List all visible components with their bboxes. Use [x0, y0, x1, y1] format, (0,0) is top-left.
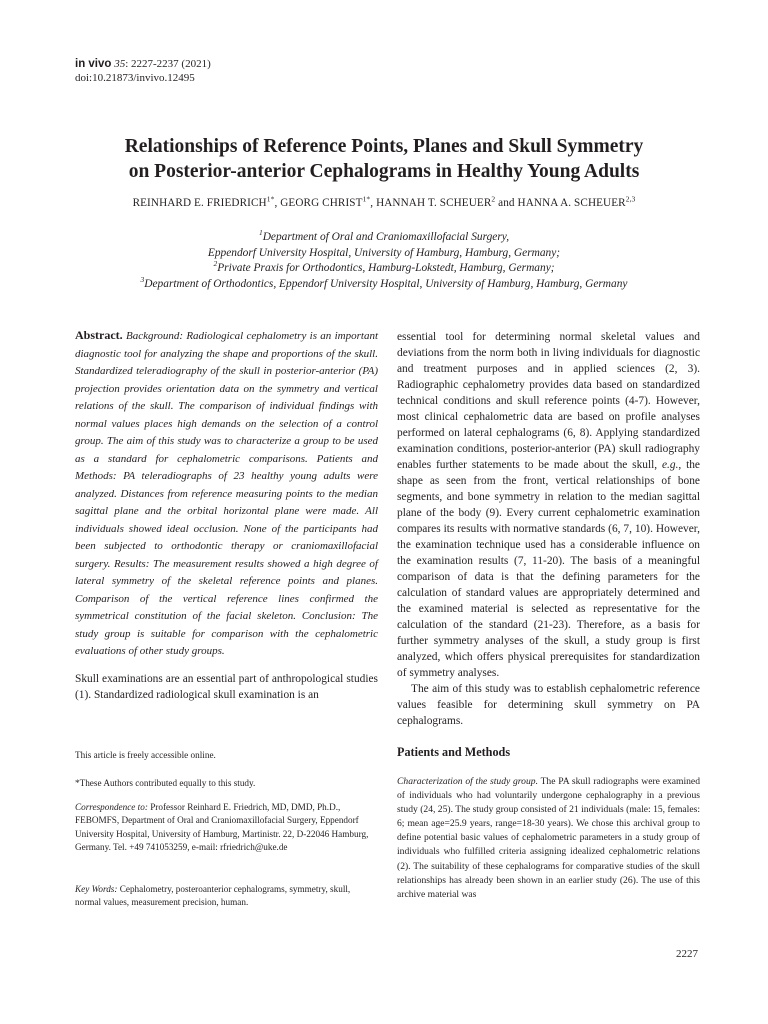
- correspondence-label: Correspondence to:: [75, 802, 148, 812]
- affiliation-text: Department of Oral and Craniomaxillofacial Surgery,: [262, 231, 510, 243]
- affiliation-text: Private Praxis for Orthodontics, Hamburg-Lokstedt, Hamburg, Germany;: [217, 262, 555, 274]
- abstract-text: Background: Radiological cephalometry is an important diagnostic tool for analyzing the shape and proportions of the skull. Standardized teleradiography of the skull in posterior-anterior (PA) projection provides orientation data on the symmetry and vertical relations of the skull. The comparison of individual findings with normal values places high demands on the selection of a control group. The aim of this study was to characterize a group to be used as a standard for cephalometric comparisons. Patients and Methods: PA teleradiographs of 23 healthy young adults were analyzed. Distances from reference measuring points to the median sagittal plane and the orbital horizontal plane were made. All individuals showed ideal occlusion. None of the participants had been subjected to orthodontic therapy or craniomaxillofacial surgery. Results: The measurement results showed a high degree of lateral symmetry of the skeletal reference points and planes. Comparison of the vertical reference lines confirmed the symmetrical constitution of the facial skeleton. Conclusion: The study group is suitable for comparison with the cephalometric evaluations of other study groups.: [75, 330, 379, 657]
- author-name: REINHARD E. FRIEDRICH: [132, 197, 267, 209]
- author-affil: 2: [491, 194, 496, 204]
- section-heading: Patients and Methods: [397, 745, 511, 759]
- access-note: This article is freely accessible online.: [75, 750, 216, 760]
- keywords-note: [75, 883, 378, 910]
- intro-paragraph-left: Skull examinations are an essential part of anthropological studies (1). Standardized radiological skull examination is an: [75, 673, 378, 701]
- page-number: 2227: [676, 948, 698, 960]
- journal-volume: 35: [114, 58, 126, 70]
- keywords-label: Key Words:: [75, 884, 118, 894]
- affiliation-line: [40, 274, 728, 293]
- author-affil: 1*: [362, 194, 371, 204]
- keywords-text: Cephalometry, posteroanterior cephalograms, symmetry, skull, normal values, measurement precision, human.: [75, 884, 351, 908]
- journal-name: in vivo: [75, 58, 112, 70]
- methods-paragraph: [397, 775, 700, 902]
- abstract: [75, 327, 378, 661]
- intro-text: , the shape as seen from the front, vertical relationships of bone segments, and bone symmetry in relation to the median sagittal plane of the body (9). Every current cephalometric examination compares its results with normative standards (6, 7, 10). However, the examination technique used has a considerable influence on the examination results (7, 11-20). The basis of a meaningful comparison of data is that the defining parameters for the calculation of standard values are appropriately determined and the examined material is selected as representative for the calculation of the standard (21-23). Therefore, as a basis for further symmetry analyses of the skull, a study group is first analyzed, which offers physical prerequisites for standardization of symmetry analyses.: [397, 459, 700, 679]
- author-list: [40, 194, 728, 209]
- affiliation-sup: 2: [213, 259, 218, 269]
- intro-text: essential tool for determining normal skeletal values and deviations from the norm both in living individuals for diagnostic and treatment purposes and in applied sciences (2, 3). Radiographic cephalometry provides data based on standardized technical conditions and skull reference points (4-7). However, most clinical cephalometric data are based on profile analyses performed on lateral cephalograms (6, 8). Applying standardized examination conditions, posterior-anterior (PA) skull radiography enables further statements to be made about the skull,: [397, 331, 700, 471]
- author-name: HANNAH T. SCHEUER: [376, 197, 492, 209]
- doi: doi:10.21873/invivo.12495: [75, 72, 195, 84]
- affiliation-sup: 3: [140, 274, 145, 284]
- aim-paragraph: The aim of this study was to establish cephalometric reference values feasible for determining skull symmetry on PA cephalograms.: [397, 683, 700, 727]
- author-affil: 2,3: [625, 194, 636, 204]
- author-affil: 1*: [266, 194, 275, 204]
- author-name: HANNA A. SCHEUER: [517, 197, 626, 209]
- correspondence-text: Professor Reinhard E. Friedrich, MD, DMD, Ph.D., FEBOMFS, Department of Oral and Craniomaxillofacial Surgery, Eppendorf University Hospital, University of Hamburg, Martinistr. 22, D-22046 Hamburg, Germany. Tel. +49 741053259, e-mail: rfriedrich@uke.de: [75, 802, 369, 853]
- affiliation-line: [40, 246, 728, 262]
- author-separator: ,: [370, 197, 377, 209]
- affiliations: [40, 230, 728, 292]
- methods-text: The PA skull radiographs were examined of individuals who had voluntarily undergone cephalography in a previous study (24, 25). The study group consisted of 21 individuals (male: 15, females: 6; mean age=25.9 years, range=18-30 years). We chose this archival group to define potential basic values of cephalometric parameters in a study group of individuals who fulfilled criteria assigning idealized cephalometric relations (2). The suitability of these cephalograms for comparative studies of the skull relationships has already been shown in an earlier study (26). The use of this archive material was: [397, 776, 700, 900]
- author-separator: and: [495, 197, 518, 209]
- equal-contribution-note: *These Authors contributed equally to this study.: [75, 778, 256, 788]
- abstract-label: Abstract.: [75, 328, 123, 342]
- intro-paragraph-right: [397, 329, 700, 729]
- author-name: GEORG CHRIST: [280, 197, 363, 209]
- title-line-1: Relationships of Reference Points, Planes and Skull Symmetry: [124, 136, 644, 157]
- author-separator: ,: [274, 197, 281, 209]
- affiliation-text: Eppendorf University Hospital, University of Hamburg, Hamburg, Germany;: [207, 246, 561, 259]
- affiliation-line: [40, 230, 728, 246]
- journal-citation: [75, 57, 211, 85]
- correspondence-note: [75, 801, 378, 855]
- paper-title: [40, 134, 728, 184]
- affiliation-text: Department of Orthodontics, Eppendorf University Hospital, University of Hamburg, Hamburg, Germany: [144, 277, 628, 290]
- intro-eg: e.g.: [661, 459, 679, 471]
- title-line-2: on Posterior-anterior Cephalograms in Healthy Young Adults: [128, 161, 640, 182]
- journal-pages-year: : 2227-2237 (2021): [125, 58, 211, 70]
- subsection-title: Characterization of the study group.: [397, 776, 538, 787]
- affiliation-sup: 1: [258, 228, 263, 238]
